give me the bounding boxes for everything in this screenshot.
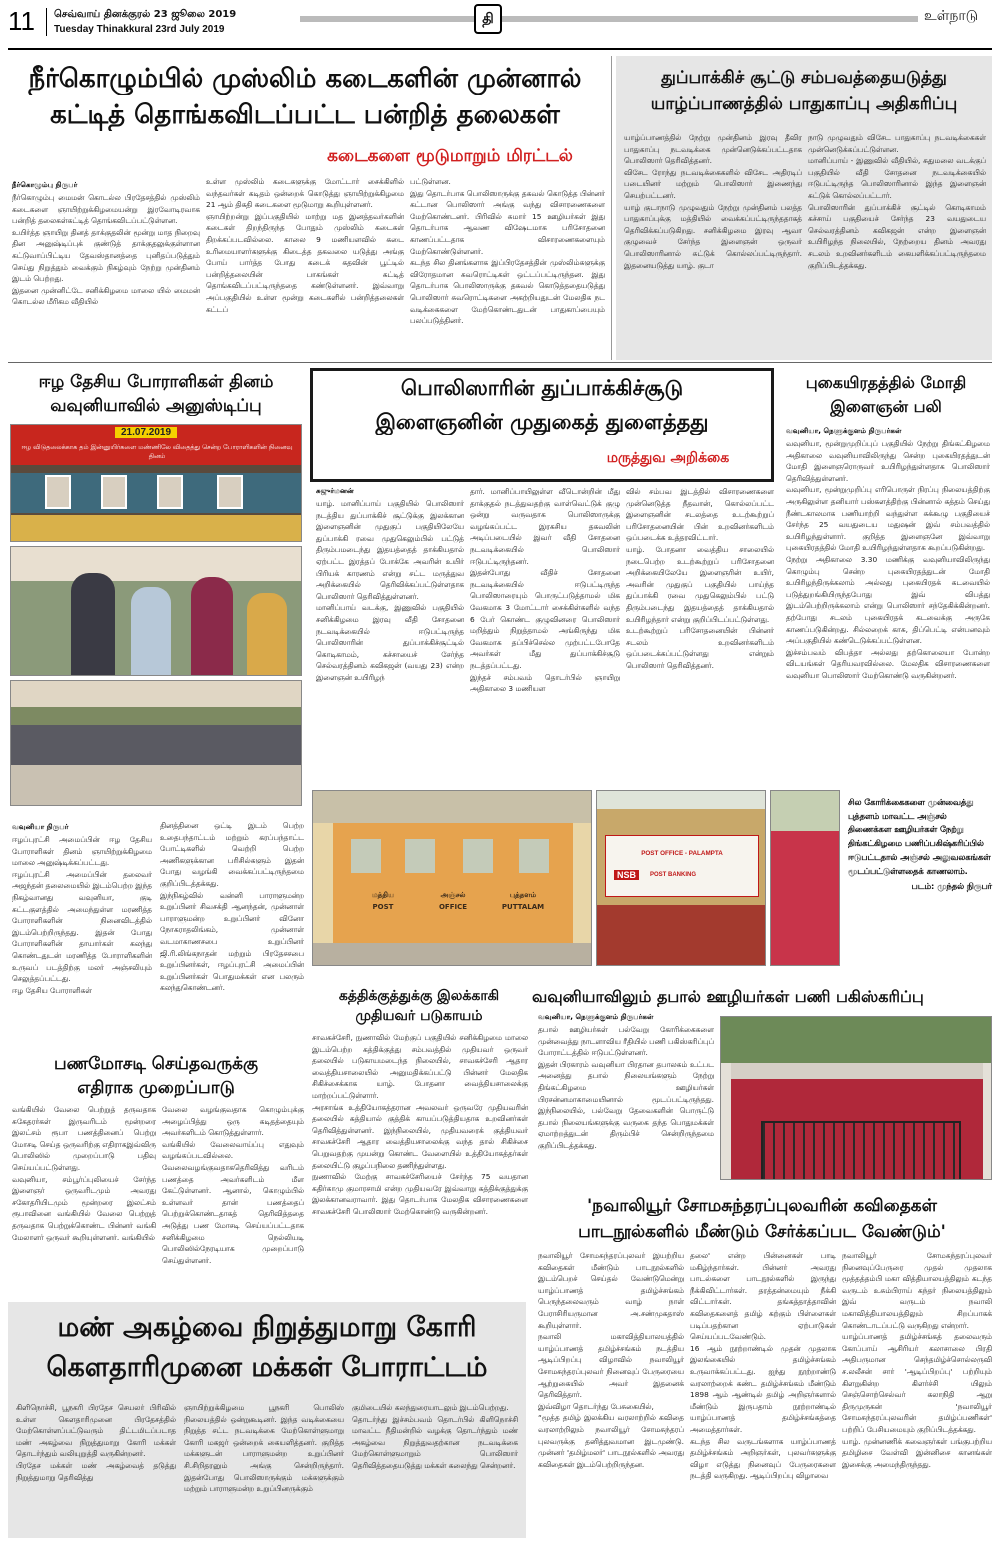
- article6-headline-line2: எதிராக முறைப்பாடு: [77, 1078, 235, 1098]
- sign-3-line2: PUTTALAM: [501, 903, 545, 911]
- photo-post-office-palampta: [596, 790, 766, 966]
- photo-credit: படம்: முந்தல் நிருபர்: [911, 881, 992, 892]
- article10-headline-line2: கௌதாரிமுனை மக்கள் போராட்டம்: [46, 1352, 488, 1383]
- article10-column-3: குமிடையில் கலந்துரையாடலும் இடம்பெற்றது. தொடர்ந்து இச்சம்பவம் தொடர்பில் கிளிநொச்சி மாவட்ட நீதிமன்றில் வழக்கு தொடர்ந்தும் மண் அகழ்வை நிறுத்துவதற்கான நடவடிக்கை மேற்கொள்ளுமாறும் பொலிஸார் தெரிவித்ததையடுத்து மக்கள் கலைந்து சென்றனர்.: [352, 1403, 518, 1470]
- article1-column-2: உள்ள முஸ்லிம் கடைகளுக்கு மோட்டார் சைக்கிளில் வந்தவர்கள் கடிதம் ஒன்றைக் கொடுத்து ஞாயிற்றுக்கிழமை 21 ஆம் திகதி கடைகளை மூடுமாறு கூறியுள்ளனர். ஞாயிற்றன்று இப்பகுதியில் மாற்று மத இனத்தவர்களின் கடைகள் திறந்திருந்த போதும் முஸ்லிம் கடைகள் திறக்கப்படவில்லை. காலை 9 மணியளவில் கடை உரிமையாளர்களுக்கு கிடைத்த தகவலை யடுத்து அங்கு போய் பார்த்த போது கடைக் கதவின் பூட்டில் பன்றித்தலையின் பாகங்கள் கட்டித் தொங்கவிடப்பட்டிருந்ததை கண்டுள்ளனர். இவ்வாறு அப்பகுதியில் உள்ள மூன்று கடைகளில் பன்றித்தலைகள் கட்டப்: [206, 177, 404, 314]
- tent-roof: [11, 681, 302, 707]
- portrait-1: [45, 475, 71, 509]
- article2-column-1: யாழ்ப்பாணத்தில் நேற்று முன்தினம் இரவு தீவிர பாதுகாப்பு நடவடிக்கை முன்னெடுக்கப்பட்டதாக பொலிஸார் தெரிவித்தனர். விசேட ரோந்து நடவடிக்கைகளில் விசேட அதிரடிப் படையினர் மற்றும் பொலிஸார் இணைந்து செயற்பட்டனர். யாழ் குடாநாடு முழுவதும் நேற்று முன்தினம் பலத்த பாதுகாப்புக்கு மத்தியில் வைக்கப்பட்டிருந்ததாகத் தெரிவிக்கப்படுகிறது. சனிக்கிழமை இரவு ஆவா குழுவைச் சேர்ந்த இளைஞன் ஒருவர் பொலிஸாரினால் சுட்டுக் கொல்லப்பட்டிருந்தார். இதனையடுத்து யாழ். குடா: [624, 133, 802, 270]
- article3-headline-line2: வவுனியாவில் அனுஸ்டிப்பு: [50, 396, 262, 416]
- window-3: [463, 839, 493, 873]
- window-4: [519, 839, 549, 873]
- stage-table: [11, 515, 302, 542]
- board-badge: NSB: [614, 870, 639, 880]
- article7-column-1: சாவகச்சேரி, நுணாவில் மேற்குப் பகுதியில் சனிக்கிழமை மாலை இடம்பெற்ற கத்திக்குத்து சம்பவத்தில் முதியவர் ஒருவர் தலையில் படுகாயமடைந்த நிலையில், சாவகச்சேரி ஆதார வைத்தியசாலையில் அனுமதிக்கப்பட்டு பின்னர் மேலதிக சிகிச்சைக்காக யாழ். போதனா வைத்தியசாலைக்கு மாற்றப்பட்டுள்ளார். அரசாங்க உத்தியோகத்தரான அவலவர் ஒருவரே முதியவரின் தலையில் கத்தியால் குத்திக் காயப்படுத்தியதாக உறவினர்கள் தெரிவித்துள்ளனர். இந்நிலையில், முதியவரைக் குத்தியவர் சாவகச்சேரி ஆதார வைத்தியசாலைக்கு வந்த தால் சிகிச்சை பெறுவதற்கு முயன்று கொண்ட வேளையில் உத்தியோகத்தர்கள் தலையிட்டு குழப்பநிலை தணிந்துள்ளது. நுணாவில் மேற்கு சாவகச்சேரியைச் சேர்ந்த 75 வயதான கதிர்காமு குமாரசாமி என்ற முதியவரே இவ்வாறு கத்திக்குத்துக்கு இலக்கானவராவார். இது தொடர்பாக மேலதிக விசாரணைகளை சாவகச்சேரி பொலிஸார் மேற்கொண்டு வருகின்றனர்.: [312, 1033, 528, 1216]
- article4-tag: மருத்துவ அறிக்கை: [606, 450, 730, 466]
- article1-headline-line1: நீர்கொழும்பில் முஸ்லிம் கடைகளின் முன்னால்: [28, 64, 582, 94]
- article10-column-1: கிளிநொச்சி, பூநகரி பிரதேச செயலர் பிரிவில் உள்ள கௌதாரிமுனை பிரதேசத்தில் மேற்கொள்ளப்பட்டுவரும் திட்டமிடப்படாத மண் அகழ்வை நிறுத்துமாறு கோரி மக்கள் தொடர்ந்தும் வலியுறுத்தி வருகின்றனர். பிரதேச மக்கள் மண் அகழ்வைத் தடுத்து நிறுத்துமாறு தெரிவித்து: [16, 1403, 176, 1482]
- tent: [11, 547, 302, 581]
- logo-icon: [474, 4, 502, 34]
- sign-1: [353, 889, 413, 917]
- person-2: [131, 587, 171, 676]
- audience-row-2: [11, 765, 302, 806]
- banner-text: ஈழ விடுதலைக்காக தம் இன்னுயிர்களை மண்ணிலே விதைத்து சென்ற போராளிகளின் நினைவு தினம்: [21, 443, 293, 460]
- sign-2-line1: அஞ்சல்: [440, 891, 466, 899]
- article9-headline-line2: பாடநூல்களில் மீண்டும் சேர்க்கப்பட வேண்டும்': [578, 1222, 946, 1242]
- photo-montage: [312, 790, 992, 966]
- article5-headline-line2: இளைஞன் பலி: [830, 398, 942, 416]
- article5-column-1: வவுனியா, மூன்றுமுறிப்புப் பகுதியில் நேற்று திங்கட்கிழமை அதிகாலை வவுனியாவிலிருந்து சென்ற புகையிரதத்துடன் மோதி இளைஞரொருவர் உயிரிழந்துள்ளதாக பொலிஸார் தெரிவித்துள்ளனர். வவுனியா, மூன்றுமுறிப்பு எரிபொருள் நிரப்பு நிலையத்திற்கு அருகிலுள்ள தனியார் பஸ்களத்திற்கு பின்னால் கத்தம் செய்து நீண்டகாலமாக பணியாற்றி வந்துள்ள சுக்கூழு பகுதியைச் சேர்ந்த 25 வயதுடைய மதுஷன் இவ் சம்பவத்தில் உயிரிழந்துள்ளார். குறித்த இளைஞனே இவ்வாறு புகையிரதத்தில் மோதி உயிரிழந்துள்ளதாக கூறப்படுகின்றது. நேற்று அதிகாலை 3.30 மணிக்கு வவுனியாவிலிருந்து கொழும்பு சென்ற புகையிரதத்துடன் மோதி உயிரிழந்திருக்கலாம் அல்லது புகையிரதக் கடவையில் படுத்துறங்கியிருந்தபோது இவ் விபத்து இடம்பெற்றிருக்கலாம் என்று பொலிஸார் சந்தேகிக்கின்றனர். தற்போது சடலம் புகையிரதக் கடவைக்கு அருகே காணப்படுகின்றது. சில்லறைக் காசு, திப்பெட்டி என்பனவும் அப்பகுதியில் கண்டெடுக்கப்பட்டுள்ளன. இச்சம்பவம் விபத்தா அல்லது தற்கொலையா போன்ற விடயங்கள் தெரியவரவில்லை. மேலதிக விசாரணைகளை வவுனியா பொலிஸார் மேற்கொண்டு வருகின்றனர்.: [786, 439, 990, 680]
- article1-byline: நீர்கொழும்பு நிருபர்: [12, 180, 78, 189]
- ground: [313, 943, 592, 966]
- article2-headline-line2: யாழ்ப்பாணத்தில் பாதுகாப்பு அதிகரிப்பு: [650, 94, 958, 114]
- article3-headline-line1: ஈழ தேசிய போராளிகள் தினம்: [38, 372, 274, 392]
- sign-3-line1: புத்தளம்: [509, 891, 537, 899]
- article10-headline-line1: மண் அகழ்வை நிறுத்துமாறு கோரி: [57, 1312, 477, 1343]
- article4-byline: சுஜுர்மனன்: [316, 486, 354, 495]
- masthead-bar: [300, 16, 950, 22]
- gate: [761, 1121, 961, 1180]
- building-roof: [731, 1063, 983, 1079]
- article2-headline-line1: துப்பாக்கிச் சூட்டு சம்பவத்தையடுத்து: [661, 68, 947, 88]
- date-english: Tuesday Thinakkural 23rd July 2019: [54, 24, 225, 35]
- masthead: [0, 0, 1000, 48]
- person-1: [71, 573, 115, 676]
- article3-column-2: தினத்தினை ஒட்டி இடம் பெற்ற உதைபந்தாட்டம் மற்றும் கரப்பந்தாட்ட போட்டிகளில் வெற்றி பெற்ற அணிகளுக்கான பரிசில்களும் இதன் போது வழங்கி வைக்கப்பட்டிருந்தமை குறிப்பிடத்தக்கது. இந்நிகழ்வில் வன்னி பாராளுமன்ற உறுப்பினர் சிவசக்தி ஆனந்தன், முன்னாள் பாராளுமன்ற உறுப்பினர் வினோ நோகராதலிங்கம், முன்னாள் வடமாகாணசபை உறுப்பினர் ஜி.ரி.லிங்கநாதன் மற்றும் பிரதேசசபை உறுப்பினர்கள், ஈழப்புரட்சி அமைப்பின் உறுப்பினர்கள் பொதுமக்கள் என பலரும் கலந்துகொண்டனர்.: [160, 821, 304, 993]
- portrait-4: [217, 475, 243, 509]
- article4-column-2: தார். மானிப்பாயிலுள்ள வீடொன்றின் மீது தாக்குதல் நடத்துவதற்கு வாள்வெட்டுக் குழு ஒன்று வருவதாக பொலிஸாருக்கு வழங்கப்பட்ட இரகசிய தகவலின் அடிப்படையில் இவர் வீதி சோதனை நடவடிக்கையில் பொலிஸார் ஈடுபட்டிருந்தனர். இதன்போது வீதிச் சோதனை நடவடிக்கையில் ஈடுபட்டிருந்த பொலிஸாரையும் பொருட்படுத்தாமல் மிக வேகமாக 3 மோட்டார் சைக்கிள்களில் வந்த 6 பேர் கொண்ட குழுவினரை பொலிஸார் மறித்தும் நிறுத்தாமல் அங்கிருந்து மிக வேகமாக தப்பிச்செல்ல முற்பட்டபோதே அவர்கள் மீது துப்பாக்கிச்சூடு நடத்தப்பட்டது. இந்தச் சம்பவம் தொடர்பில் ஞாயிறு அதிகாலை 3 மணியள: [470, 487, 620, 694]
- photo-post-office-3: [770, 790, 840, 966]
- article9-headline-line1: 'நவாலியூர் சோமசுந்தரப்புலவரின் கவிதைகள்: [586, 1196, 938, 1216]
- photo-caption: [848, 796, 992, 966]
- article1-headline-line2: கட்டித் தொங்கவிடப்பட்ட பன்றித் தலைகள்: [50, 100, 560, 130]
- column-rule: [611, 56, 612, 360]
- masthead-divider: [46, 8, 47, 36]
- article2-column-2: நாடு முழுவதும் விசேட பாதுகாப்பு நடவடிக்கைகள் முன்னெடுக்கப்பட்டுள்ளன. மானிப்பாய் - இணுவில் வீதியில், சுதுமலை வடக்குப் பகுதியில் வீதி சோதனை நடவடிக்கையில் ஈடுபட்டிருந்த பொலிஸாரினால் இந்த இளைஞன் சுட்டுக் கொல்லப்பட்டார். பொலிஸாரின் துப்பாக்கிச் சூட்டில் கொடிகாமம் கச்சாய் பகுதியைச் சேர்ந்த 23 வயதுடைய செல்வரத்தினம் கவிகஜன் என்ற இளைஞன் உயிரிழந்த நிலையில், நேற்றைய தினம் அவரது சடலம் உறவினர்களிடம் கையளிக்கப்பட்டிருந்தமை குறிப்பிடத்தக்கது.: [808, 133, 986, 270]
- audience-row-1: [11, 725, 302, 765]
- post-office-board: [605, 835, 759, 897]
- masthead-rule: [8, 48, 992, 50]
- article5-headline-line1: புகையிரதத்தில் மோதி: [805, 374, 967, 392]
- gate: [597, 905, 766, 966]
- window-2: [405, 839, 435, 873]
- article4-headline-line2: இளைஞனின் முதுகைத் துளைத்தது: [375, 410, 709, 434]
- photo-memorial-stage: [10, 424, 302, 542]
- sign-1-line1: மத்திய: [372, 891, 394, 899]
- sign-2-line2: OFFICE: [438, 903, 468, 911]
- building-roof: [313, 791, 592, 823]
- person-4: [247, 593, 287, 676]
- banner: [11, 425, 302, 465]
- article4-column-1: யாழ். மானிப்பாய் பகுதியில் பொலிஸார் நடத்திய துப்பாக்கிச் சூட்டுக்கு இலக்கான இளைஞனின் முதுகுப் பகுதியிலேயே துப்பாக்கி ரவை முதுகெலும்பில் பட்டுத் திரும்பமடைந்து இதயத்தைத் தாக்கியதால் ஏற்பட்ட இரத்தப் போக்கே அவரின் உயிர் பிரியக் காரணம் என்று சட்ட மருத்துவ அறிக்கையில் தெரிவிக்கப்பட்டுள்ளதாக பொலிஸார் தெரிவித்துள்ளனர். மானிப்பாய் வடக்கு, இணுவில் பகுதியில் சனிக்கிழமை இரவு வீதி சோதனை நடவடிக்கையில் ஈடுபட்டிருந்த பொலிஸாரின் துப்பாக்கிச்சூட்டில் கொடிகாமம், கச்சாயைச் சேர்ந்த செல்வரத்தினம் கவிகஜன் (வயது 23) என்ற இளைஞன் உயிரிழந்: [316, 499, 464, 682]
- article1-column-3: பட்டுள்ளன. இது தொடர்பாக பொலிஸாருக்கு தகவல் கொடுத்த பின்னர் கட்டான பொலிஸார் அங்கு வந்து விசாரணைகளை மேற்கொண்டனர். பிரிவில் சுமார் 15 ஊழியர்கள் இது தொடர்பாக ஆவண விஷேடமாக பரிசோதனை காணப்பட்டதாக விசாரணைகளையும் மேற்கொண்டுள்ளனர். கடந்த சில தினங்களாக இப்பிரதேசத்தின் முஸ்லிம்களுக்கு விரோதமான சுவரொட்டிகள் ஒட்டப்பட்டிருந்தன. இது தொடர்பாக பொலிஸாருக்கு தகவல் கொடுத்ததையடுத்து பொலிஸார் சுவரொட்டிகளை அகற்றியதுடன் மேலதிக நட வடிக்கைகளை மேற்கொண்டதுடன் பாதுகாப்பையும் பலப்படுத்தினர்.: [410, 177, 605, 326]
- window-1: [351, 839, 381, 873]
- photo-vavuniya-post-office: [720, 1016, 992, 1180]
- article6-headline-line1: பணமோசடி செய்தவருக்கு: [54, 1054, 258, 1074]
- article3-column-1: ஈழப்புரட்சி அமைப்பின் ஈழ தேசிய போராளிகள் தினம் ஞாயிற்றுக்கிழமை மாலை அனுஷ்டிக்கப்பட்டது. ஈழப்புரட்சி அமைப்பின் தலைவர் அஜந்தன் தலைமையில் இடம்பெற்ற இந்த நிகழ்வானது வவுனியா, குடி சுட்டகுளத்தில் அமைந்துள்ள மரணித்த போராளிகளின் நினைவிடத்தில் இடம்பெற்றிருந்தது. இதன் போது போராளிகளின் தாயார்கள் கலந்து கொண்டதுடன் மரணித்த போராளிகளின் உருவப் படத்திற்கு மலர் அஞ்சலியும் செலுத்தப்பட்டது. ஈழ தேசிய போராளிகள்: [12, 835, 152, 995]
- article8-byline: வவுனியா, நெளுக்குளம் நிருபர்கள்: [538, 1012, 654, 1021]
- article9-column-3: நவாலியூர் சோமசுந்தரப்புலவர் நினைவுப்பேருரை முதல் முதலாக மூத்தத்தம்பி மகா வித்தியாலயத்திலும் கடந்த வருடம் உசும்பிராய் கந்தர் நிலையத்திலும் இவ் வருடம் நவாலி மகாவித்தியாலயத்திலும் சிறப்பாகக் கொண்டாடப்பட்டு வருகிறது என்றார். யாழ்ப்பாணத் தமிழ்ச்சங்கத் தலைவரும் கோப்பாய் ஆசிரியர் கலாசாலை பிரதி அதிபருமான செந்தமிழ்ச்சொல்லருவி ச.லலீசன் சார் 'ஆடிப்பிறப்பு' பற்றியும் கிளறுகின்ற கிளர்ச்சி யிலும் செஞ்சொற்செல்வர் கலாநிதி ஆறு திருமுருகன் 'நவாலியூர் சோமசுந்தரப்புலவரின் தமிழ்ப்பணிகள்' பற்றிப் பேசியமையும் குறிப்பிடத்தக்கது. யாழ். முன்னணிக் கவைஞர்கள் பங்குபற்றிய தமிழிசை வேள்வி இன்னிசை கானங்கள் இசைக்கு அமைந்திருந்தது.: [842, 1251, 992, 1469]
- article8-headline: வவுனியாவிலும் தபால் ஊழியர்கள் பணி பகிஸ்கரிப்பு: [532, 988, 924, 1006]
- article4-headline-line1: பொலிஸாரின் துப்பாக்கிச்சூடு: [400, 376, 684, 400]
- article3-byline: வவுனியா நிருபர்: [12, 822, 69, 831]
- article4-column-3: வில் சம்பவ இடத்தில் விசாரணைகளை முன்னெடுத்த நீதவான், கொல்லப்பட்ட இளைஞனின் சடலத்தை உடற்கூற்றுப் பரிசோதனையின் பின் உறவினர்களிடம் ஒப்படைக்க உத்தரவிட்டார். யாழ். போதனா வைத்திய சாலையில் நடைபெற்ற உடற்கூற்றுப் பரிசோதனை அறிக்கையிலேயே இளைஞரின் உயிர், அவரின் முதுகுப் பகுதியில் பாய்ந்த துப்பாக்கி ரவை முதுகெலும்பில் பட்டு திரும்படைந்து இதயத்தைத் தாக்கியதால் உயிரிழந்தார் என்று குறிப்பிடப்பட்டுள்ளது. உடற்கூற்றுப் பரிசோதனையின் பின்னர் சடலம் உறவினர்களிடம் ஒப்படைக்கப்பட்டுள்ளது என்றும் பொலிஸார் தெரிவித்தனர்.: [626, 487, 774, 670]
- photo-ceremony: [10, 546, 302, 676]
- page-number: 11: [8, 6, 35, 36]
- sign-2: [423, 889, 483, 917]
- photo-post-office-puttalam: [312, 790, 592, 966]
- article7-headline-line2: முதியவர் படுகாயம்: [355, 1008, 483, 1024]
- portrait-2: [101, 475, 127, 509]
- photo-audience: [10, 680, 302, 806]
- article10-column-2: ஞாயிற்றுக்கிழமை பூநகரி பொலிஸ் நிலையத்தில் ஒன்றுகூடினர். இந்த வடிக்கையை நிறுத்த சட்ட நடவடிக்கை மேற்கொள்ளுமாறு கோரி மகஜர் ஒன்றைக் கையளித்தனர். குறித்த மக்களுடன் பாராளுமன்ற உறுப்பினர் சி.சிறிதரனும் அங்கு சென்றிருந்தார். இதன்போது பொலிஸாருக்கும் மக்களுக்கும் மற்றும் பாராளுமன்ற உறுப்பினருக்கும்: [184, 1403, 344, 1494]
- person-3: [191, 577, 233, 676]
- article6-column-1: வங்கியில் வேலை பெற்றுத் தருவதாக சுகேதரர்கள் இருவரிடம் மூன்றரை இலட்சம் ரூபா பணத்தினைப் பெற்று மோசடி செய்த ஒருவரிற்கு எதிராகஇவ்விரு பொலிஸில் முறைப்பாடு பதிவு செய்யப்பட்டுள்ளது. வவுனியா, சம்பூர்ப்புலியைச் சேர்ந்த இளைஞர் ஒருவரிடமும் அவரது சகோதரியிடமும் மூன்றரை இலட்சம் ரூபாவினை வங்கியில் வேலை பெற்றுத் தருவதாக பெற்றுக்கொண்ட பின்னர் வங்கி மேலாளர் ஒருவர் கூறியுள்ளனர். வங்கியில்: [12, 1105, 156, 1242]
- article1-subhead: கடைகளை மூடுமாறும் மிரட்டல்: [327, 146, 573, 166]
- portrait-3: [157, 475, 183, 509]
- date-tamil: செவ்வாய் தினக்குரல் 23 ஜூலை 2019: [54, 9, 237, 20]
- tree: [721, 1017, 992, 1063]
- article8-column-1: தபால் ஊழியர்கள் பல்வேறு கோரிக்கைகளை முன்வைத்து நாடளாவிய ரீதியில் பணி பகிஸ்கரிப்புப் போராட்டத்தில் ஈடுபட்டுள்ளனர். இதன் பிரகாரம் வவுனியா பிரதான தபாலகம் உட்பட அனைத்து தபால் நிலையங்களும் நேற்று திங்கட்கிழமை ஊழியர்கள் பிரசன்னமாகாமையினால் மூடப்பட்டிருந்தது. இந்நிலையில், பல்வேறு தேவைகளின் பொருட்டு தபால் நிலையங்களுக்கு வருகை தந்த பொதுமக்கள் ஏமாற்றத்துடன் திரும்பிச் சென்றிருந்தமை குறிப்பிடத்தக்கது.: [538, 1025, 714, 1150]
- article1-column-1: நீர்கொழும்பு மைமன் கொடல்ல பிரதேசத்தில் முஸ்லிம் கடைகளை ஞாயிற்றுக்கிழமையன்று இரவோடிரவாக பன்றித் தலைகள்கட்டித் தொங்கவிடப்பட்டுள்ளன. உயிர்த்த ஞாயிறு தினத் தாக்குதலின் மூன்று மாத நிறைவு தின அனுஷ்டிப்புக் குண்டுத் தாக்குதலுக்குள்ளான கட்டுவாப்பிட்டிய தேவஸ்தானத்தை புனிதப்படுத்தும் செய்து நிறுத்தும் வைக்கும் நிகழ்வும் நேற்று முன்தினம் இடம் பெற்றது. இதனை முன்னிட்டே சனிக்கிழமை மாலை யில் மைமன் கொடல்ல மீரிகம வீதியில்: [12, 193, 200, 307]
- article9-column-2: தலை' என்ற பின்னைகள் பாடி மகிழ்ந்தார்கள். பின்னர் அவரது பாடல்களை பாடநூல்களில் இருந்து நீக்கிவிட்டார்கள். தரத்தன்மையும் நீக்கி விட்டார்கள். தங்கத்தாத்தாவின் கவிதைகளைத் தமிழ் கற்கும் பிள்ளைகள் படிப்பதற்கான ஏற்பாடுகள் செய்யப்படவேண்டும். 16 ஆம் நூற்றாண்டில் முதன் முதலாக இலங்கையில் தமிழ்ச்சங்கம் உருவாக்கப்பட்டது. ஐந்து நூற்றாண்டு வரலாற்றைக் கண்ட தமிழ்ச்சங்கம் மீண்டும் 1898 ஆம் ஆண்டில் தமிழ் அறிஞர்களால் மீண்டும் இருபதாம் நூற்றாண்டில் யாழ்ப்பாணத் தமிழ்ச்சங்கத்தை அமைத்தார்கள். கடந்த சில வருடங்களாக யாழ்ப்பாணத் தமிழ்ச்சங்கம் அறிஞர்கள், புலவர்களுக்கு விழா எடுத்து நினைவுப் பேருரைகளை நடத்தி வருகிறது. ஆடிப்பிறப்பு விழாவை: [690, 1251, 836, 1481]
- board-small: POST BANKING: [650, 872, 697, 878]
- section-label: உள்நாடு: [918, 8, 978, 26]
- logo-glyph: தி: [482, 11, 494, 27]
- banner-date: 21.07.2019: [115, 427, 177, 438]
- sign-1-line2: POST: [372, 903, 394, 911]
- article7-headline-line1: கத்திக்குத்துக்கு இலக்காகி: [338, 988, 500, 1004]
- caption-text: சில கோரிக்கைகளை முன்வைத்து புத்தளம் மாவட்ட அஞ்சல் திணைக்கள ஊழியர்கள் நேற்று திங்கட்கிழமை பணிப்பகிஷ்கரிப்பில் ஈடுபட்டதால் அஞ்சல் அலுவலகங்கள் மூடப்பட்டுள்ளதைக் காணலாம்.: [848, 797, 991, 876]
- building-3: [771, 831, 840, 966]
- sign-3: [493, 889, 553, 917]
- board-title: POST OFFICE - PALAMPTA: [641, 850, 723, 857]
- article6-column-2: வேலை வழங்குவதாக கொழும்புக்கு அழைப்பித்து ஒரு கடிதத்தையும் அவர்களிடம் கொடுத்துள்ளார். வங்கியில் வேலைவாய்ப்பு எதுவும் வழங்கப்படவில்லை. வேலைவழங்குவதாகதெரிவித்து வரிடம் பணத்தை அவர்களிடம் மீள கேட்டுள்ளனர். ஆனால், கொழும்பில் உள்ளவர் தான் பணத்தைப் பெற்றுக்கொண்டதாகத் தெரிவித்ததை அடுத்து பண மோசடி செய்யப்பட்டதாக சனிக்கிழமை நெல்லியடி பொலிஸில்நேரடியாக முறைப்பாடு செய்துள்ளனர்.: [162, 1105, 304, 1265]
- article5-byline: வவுனியா, நெளுக்குளம் நிருபர்கள்: [786, 426, 902, 435]
- horizontal-rule: [8, 362, 992, 363]
- article9-column-1: நவாலியூர் சோமசுந்தரப்புலவர் இயற்றிய கவிதைகள் மீண்டும் பாடநூல்களில் இடம்பெறச் செய்தல் வேண்டுமென்று யாழ்ப்பாணத் தமிழ்ச்சங்கம் பெருந்தலைவரும் வாழ் நாள் பேராசிரியருமான அ.சண்முகதாஸ் கூறியுள்ளார். நவாலி மகாவித்தியாலயத்தில் யாழ்ப்பாணத் தமிழ்ச்சங்கம் நடத்திய ஆடிப்பிறப்பு விழாவில் நவாலியூர் சோமசுந்தரப்புலவர் நினைவுப் பேருரையை ஆற்றுகையில் அவர் இதனைக் தெரிவித்தார். இவ்விழா தொடர்ந்து பேசுகையில், “மூத்த தமிழ் இலக்கிய வரலாற்றில் கவிதை வரலாற்றிலும் நவாலியூர் சோமசுந்தரப் புலவருக்கு தனித்துவமான இடமுண்டு. முன்னர் 'தமிழ்மலர்' பாடநூல்களில் அவரது கவிதைகள் இடம்பெற்றிருந்தன.: [538, 1251, 684, 1469]
